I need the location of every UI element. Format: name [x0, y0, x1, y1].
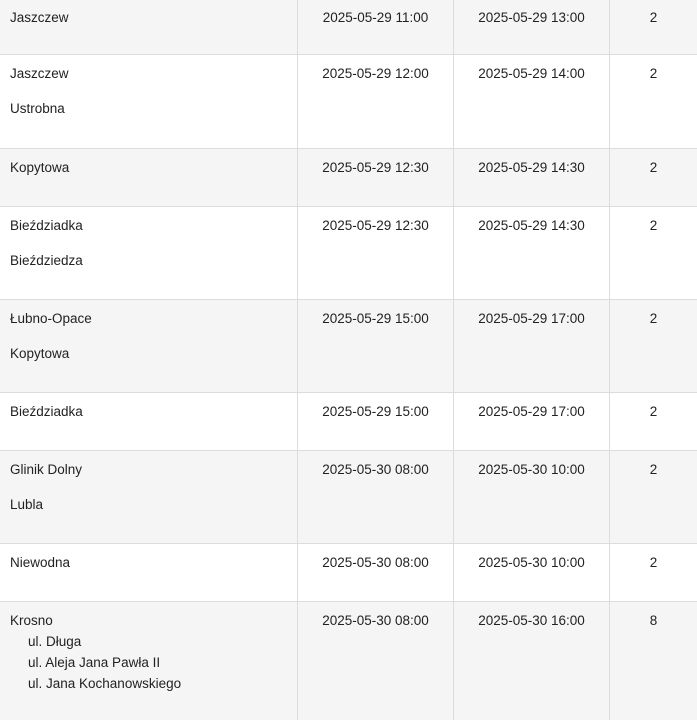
location-name: Jaszczew	[10, 66, 69, 81]
location-cell	[0, 0, 298, 54]
count-cell: 2	[649, 555, 658, 570]
end-time-cell: 2025-05-29 17:00	[454, 393, 610, 450]
location-name: Niewodna	[10, 555, 71, 570]
count-cell: 2	[649, 404, 658, 419]
end-time-cell: 2025-05-29 14:30	[454, 149, 610, 206]
table-row	[0, 300, 697, 393]
end-time-cell: 2025-05-29 14:00	[454, 55, 610, 148]
street-name: ul. Długa	[28, 634, 82, 649]
start-time-cell: 2025-05-30 08:00	[298, 602, 454, 720]
count-cell: 2	[649, 10, 658, 25]
location-cell	[0, 149, 298, 206]
count-cell: 2	[649, 160, 658, 175]
location-name: Lubla	[10, 497, 44, 512]
location-cell	[0, 544, 298, 601]
location-name: Kopytowa	[10, 160, 70, 175]
location-cell	[0, 602, 298, 720]
start-time-cell: 2025-05-29 15:00	[298, 300, 454, 392]
end-time-cell: 2025-05-29 13:00	[454, 0, 610, 54]
table-row	[0, 544, 697, 602]
location-name: Bieździadka	[10, 218, 83, 233]
start-time-cell: 2025-05-29 12:30	[298, 149, 454, 206]
count-cell: 8	[649, 613, 658, 628]
end-time-cell: 2025-05-30 16:00	[454, 602, 610, 720]
location-name: Ustrobna	[10, 101, 65, 116]
end-time-cell: 2025-05-30 10:00	[454, 451, 610, 543]
location-cell	[0, 451, 298, 543]
street-name: ul. Jana Kochanowskiego	[28, 676, 182, 691]
location-cell	[0, 300, 298, 392]
location-name: Jaszczew	[10, 10, 69, 25]
street-name: ul. Aleja Jana Pawła II	[28, 655, 161, 670]
table-row	[0, 0, 697, 55]
end-time-cell: 2025-05-29 17:00	[454, 300, 610, 392]
table-row	[0, 602, 697, 720]
location-name: Bieździadka	[10, 404, 83, 419]
end-time-cell: 2025-05-30 10:00	[454, 544, 610, 601]
table-row	[0, 393, 697, 451]
start-time-cell: 2025-05-29 11:00	[298, 0, 454, 54]
location-cell	[0, 55, 298, 148]
start-time-cell: 2025-05-29 15:00	[298, 393, 454, 450]
count-cell: 2	[649, 311, 658, 326]
start-time-cell: 2025-05-30 08:00	[298, 544, 454, 601]
count-cell: 2	[649, 218, 658, 233]
table-row	[0, 207, 697, 300]
start-time-cell: 2025-05-29 12:00	[298, 55, 454, 148]
location-name: Bieździedza	[10, 253, 83, 268]
location-cell	[0, 207, 298, 299]
location-name: Glinik Dolny	[10, 462, 83, 477]
location-cell	[0, 393, 298, 450]
table-row	[0, 55, 697, 149]
location-name: Krosno	[10, 613, 53, 628]
location-name: Łubno-Opace	[10, 311, 92, 326]
table-row	[0, 149, 697, 207]
location-name: Kopytowa	[10, 346, 70, 361]
count-cell: 2	[649, 462, 658, 477]
table-row	[0, 451, 697, 544]
start-time-cell: 2025-05-29 12:30	[298, 207, 454, 299]
count-cell: 2	[649, 66, 658, 81]
start-time-cell: 2025-05-30 08:00	[298, 451, 454, 543]
end-time-cell: 2025-05-29 14:30	[454, 207, 610, 299]
